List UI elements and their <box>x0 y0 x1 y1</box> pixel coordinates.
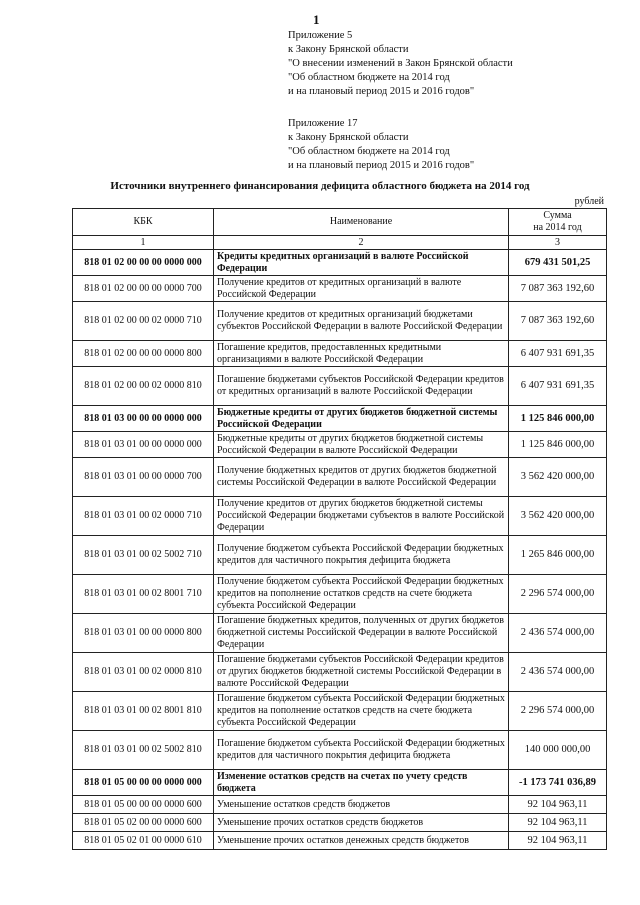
appendix-line: Приложение 5 <box>288 30 353 41</box>
table-row <box>73 614 607 653</box>
appendix-line: к Закону Брянской области <box>288 132 409 143</box>
amount-cell: 6 407 931 691,35 <box>509 367 607 406</box>
kbk-cell: 818 01 03 01 00 02 5002 710 <box>73 536 214 575</box>
appendix-line: Приложение 17 <box>288 118 358 129</box>
table-row <box>73 653 607 692</box>
appendix-5-header <box>288 29 513 99</box>
table-row <box>73 497 607 536</box>
table-body <box>73 250 607 850</box>
table-row <box>73 731 607 770</box>
table-row <box>73 302 607 341</box>
header-amount-line: на 2014 год <box>533 222 582 233</box>
header-amount <box>509 209 607 236</box>
amount-cell: 1 125 846 000,00 <box>509 432 607 458</box>
name-cell: Изменение остатков средств на счетах по учету средств бюджета <box>214 770 509 796</box>
table-row <box>73 832 607 850</box>
amount-cell: 3 562 420 000,00 <box>509 458 607 497</box>
kbk-cell: 818 01 05 00 00 00 0000 000 <box>73 770 214 796</box>
name-cell: Уменьшение прочих остатков средств бюджетов <box>214 814 509 832</box>
kbk-cell: 818 01 02 00 00 00 0000 000 <box>73 250 214 276</box>
amount-cell: 2 296 574 000,00 <box>509 692 607 731</box>
name-cell: Бюджетные кредиты от других бюджетов бюджетной системы Российской Федерации в валюте Российской Федерации <box>214 432 509 458</box>
kbk-cell: 818 01 05 02 01 00 0000 610 <box>73 832 214 850</box>
kbk-cell: 818 01 03 01 00 02 0000 810 <box>73 653 214 692</box>
table-row <box>73 796 607 814</box>
name-cell: Погашение кредитов, предоставленных кредитными организациями в валюте Российской Федерации <box>214 341 509 367</box>
kbk-cell: 818 01 02 00 00 02 0000 710 <box>73 302 214 341</box>
appendix-line: "О внесении изменений в Закон Брянской области <box>288 58 513 69</box>
column-number: 2 <box>214 236 509 250</box>
amount-cell: 6 407 931 691,35 <box>509 341 607 367</box>
kbk-cell: 818 01 02 00 00 00 0000 700 <box>73 276 214 302</box>
amount-cell: 2 436 574 000,00 <box>509 614 607 653</box>
amount-cell: 7 087 363 192,60 <box>509 276 607 302</box>
name-cell: Погашение бюджетом субъекта Российской Федерации бюджетных кредитов для частичного покрытия дефицита бюджета <box>214 731 509 770</box>
kbk-cell: 818 01 02 00 00 00 0000 800 <box>73 341 214 367</box>
name-cell: Бюджетные кредиты от других бюджетов бюджетной системы Российской Федерации <box>214 406 509 432</box>
name-cell: Получение кредитов от кредитных организаций в валюте Российской Федерации <box>214 276 509 302</box>
table-row <box>73 341 607 367</box>
column-number: 3 <box>509 236 607 250</box>
kbk-cell: 818 01 03 01 00 02 8001 710 <box>73 575 214 614</box>
table-row <box>73 814 607 832</box>
name-cell: Получение кредитов от кредитных организаций бюджетами субъектов Российской Федерации в валюте Российской Федерации <box>214 302 509 341</box>
amount-cell: 3 562 420 000,00 <box>509 497 607 536</box>
name-cell: Погашение бюджетом субъекта Российской Федерации бюджетных кредитов на пополнение остатков средств на счете бюджета субъекта Российской Федерации <box>214 692 509 731</box>
kbk-cell: 818 01 05 00 00 00 0000 600 <box>73 796 214 814</box>
table-row <box>73 770 607 796</box>
amount-cell: 1 125 846 000,00 <box>509 406 607 432</box>
name-cell: Получение кредитов от других бюджетов бюджетной системы Российской Федерации бюджетами субъектов в валюте Российской Федерации <box>214 497 509 536</box>
kbk-cell: 818 01 05 02 00 00 0000 600 <box>73 814 214 832</box>
header-kbk: КБК <box>73 209 214 236</box>
table-row <box>73 250 607 276</box>
amount-cell: 679 431 501,25 <box>509 250 607 276</box>
kbk-cell: 818 01 03 01 00 00 0000 800 <box>73 614 214 653</box>
column-number: 1 <box>73 236 214 250</box>
amount-cell: 92 104 963,11 <box>509 832 607 850</box>
name-cell: Получение бюджетом субъекта Российской Федерации бюджетных кредитов на пополнение остатков средств на счете бюджета субъекта Российской Федерации <box>214 575 509 614</box>
kbk-cell: 818 01 03 00 00 00 0000 000 <box>73 406 214 432</box>
name-cell: Кредиты кредитных организаций в валюте Российской Федерации <box>214 250 509 276</box>
appendix-17-header <box>288 117 474 173</box>
amount-cell: 140 000 000,00 <box>509 731 607 770</box>
amount-cell: 92 104 963,11 <box>509 796 607 814</box>
amount-cell: 2 436 574 000,00 <box>509 653 607 692</box>
table-row <box>73 692 607 731</box>
table-row <box>73 276 607 302</box>
units-label: рублей <box>574 196 604 207</box>
name-cell: Получение бюджетом субъекта Российской Федерации бюджетных кредитов для частичного покрытия дефицита бюджета <box>214 536 509 575</box>
table-row <box>73 432 607 458</box>
header-name: Наименование <box>214 209 509 236</box>
name-cell: Погашение бюджетами субъектов Российской Федерации кредитов от кредитных организаций в валюте Российской Федерации <box>214 367 509 406</box>
kbk-cell: 818 01 03 01 00 02 5002 810 <box>73 731 214 770</box>
table-row <box>73 406 607 432</box>
amount-cell: 2 296 574 000,00 <box>509 575 607 614</box>
name-cell: Погашение бюджетами субъектов Российской Федерации кредитов от других бюджетов бюджетной системы Российской Федерации в валюте Российской Федерации <box>214 653 509 692</box>
amount-cell: -1 173 741 036,89 <box>509 770 607 796</box>
appendix-line: "Об областном бюджете на 2014 год <box>288 72 450 83</box>
document-title: Источники внутреннего финансирования дефицита областного бюджета на 2014 год <box>110 180 530 192</box>
name-cell: Уменьшение прочих остатков денежных средств бюджетов <box>214 832 509 850</box>
table-row <box>73 458 607 497</box>
kbk-cell: 818 01 03 01 00 00 0000 700 <box>73 458 214 497</box>
name-cell: Уменьшение остатков средств бюджетов <box>214 796 509 814</box>
amount-cell: 92 104 963,11 <box>509 814 607 832</box>
appendix-line: к Закону Брянской области <box>288 44 409 55</box>
kbk-cell: 818 01 03 01 00 02 0000 710 <box>73 497 214 536</box>
kbk-cell: 818 01 03 01 00 02 8001 810 <box>73 692 214 731</box>
appendix-line: и на плановый период 2015 и 2016 годов" <box>288 160 475 171</box>
kbk-cell: 818 01 03 01 00 00 0000 000 <box>73 432 214 458</box>
appendix-line: и на плановый период 2015 и 2016 годов" <box>288 86 475 97</box>
name-cell: Погашение бюджетных кредитов, полученных от других бюджетов бюджетной системы Российской Федерации в валюте Российской Федерации <box>214 614 509 653</box>
table-row <box>73 367 607 406</box>
kbk-cell: 818 01 02 00 00 02 0000 810 <box>73 367 214 406</box>
table-row <box>73 536 607 575</box>
name-cell: Получение бюджетных кредитов от других бюджетов бюджетной системы Российской Федерации в валюте Российской Федерации <box>214 458 509 497</box>
header-amount-line: Сумма <box>543 210 572 221</box>
amount-cell: 1 265 846 000,00 <box>509 536 607 575</box>
table-row <box>73 575 607 614</box>
financing-sources-table <box>72 208 607 850</box>
amount-cell: 7 087 363 192,60 <box>509 302 607 341</box>
appendix-line: "Об областном бюджете на 2014 год <box>288 146 450 157</box>
page-number: 1 <box>313 12 320 27</box>
